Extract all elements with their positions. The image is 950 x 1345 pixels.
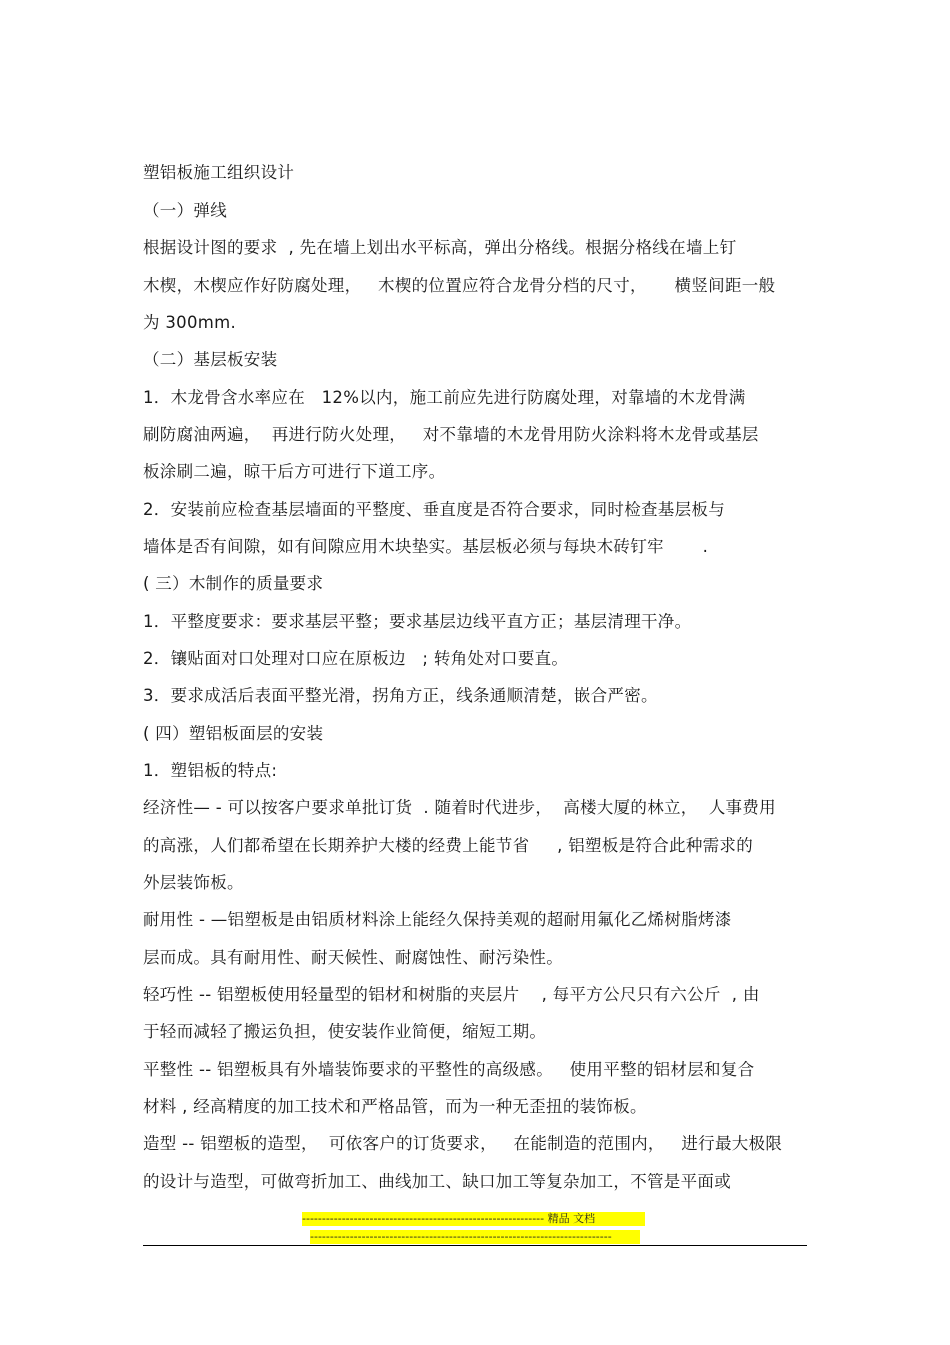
body-line: 板涂刷二遍，晾干后方可进行下道工序。 <box>143 462 446 481</box>
body-line: 的设计与造型，可做弯折加工、曲线加工、缺口加工等复杂加工，不管是平面或 <box>143 1172 731 1191</box>
body-line: 根据设计图的要求 , 先在墙上划出水平标高，弹出分格线。根据分格线在墙上钉 <box>143 238 737 257</box>
body-line: 经济性— - 可以按客户要求单批订货 . 随着时代进步， 高楼大厦的林立， 人事费用 <box>143 798 776 817</box>
body-line: 刷防腐油两遍， 再进行防火处理， 对不靠墙的木龙骨用防火涂料将木龙骨或基层 <box>143 425 759 444</box>
body-line: 3．要求成活后表面平整光滑，拐角方正，线条通顺清楚，嵌合严密。 <box>143 686 658 705</box>
body-line: 1．平整度要求：要求基层平整；要求基层边线平直方正；基层清理干净。 <box>143 612 692 631</box>
body-line: 外层装饰板。 <box>143 873 244 892</box>
footer-rule <box>143 1245 807 1246</box>
body-line: 墙体是否有间隙，如有间隙应用木块垫实。基层板必须与每块木砖钉牢 . <box>143 537 709 556</box>
body-line: 材料 , 经高精度的加工技术和严格品管，而为一种无歪扭的装饰板。 <box>143 1097 647 1116</box>
body-line: 2．镶贴面对口处理对口应在原板边 ; 转角处对口要直。 <box>143 649 569 668</box>
body-line: 2．安装前应检查基层墙面的平整度、垂直度是否符合要求，同时检查基层板与 <box>143 500 725 519</box>
body-line: ( 四）塑铝板面层的安装 <box>143 724 324 743</box>
body-line: 层而成。具有耐用性、耐天候性、耐腐蚀性、耐污染性。 <box>143 948 563 967</box>
body-line: （一）弹线 <box>143 201 227 220</box>
body-line: 1．木龙骨含水率应在 12%以内，施工前应先进行防腐处理，对靠墙的木龙骨满 <box>143 388 746 407</box>
body-line: （二）基层板安装 <box>143 350 278 369</box>
page-title: 塑铝板施工组织设计 <box>143 163 295 182</box>
body-line: ( 三）木制作的质量要求 <box>143 574 324 593</box>
footer-dash-band: ---------------------------------------------------------------------------- <box>310 1230 640 1244</box>
body-line: 木楔，木楔应作好防腐处理， 木楔的位置应符合龙骨分档的尺寸， 横竖间距一般 <box>143 276 776 295</box>
body-line: 1．塑铝板的特点: <box>143 761 278 780</box>
body-line: 造型 -- 铝塑板的造型， 可依客户的订货要求， 在能制造的范围内， 进行最大极限 <box>143 1134 783 1153</box>
body-line: 的高涨，人们都希望在长期养护大楼的经费上能节省 , 铝塑板是符合此种需求的 <box>143 836 754 855</box>
footer-watermark-band: ------------------------------------------------------------- 精品 文档 <box>302 1212 645 1226</box>
body-line: 轻巧性 -- 铝塑板使用轻量型的铝材和树脂的夹层片 , 每平方公尺只有六公斤 , 由 <box>143 985 760 1004</box>
body-line: 为 300mm. <box>143 313 237 332</box>
body-line: 耐用性 - —铝塑板是由铝质材料涂上能经久保持美观的超耐用氟化乙烯树脂烤漆 <box>143 910 732 929</box>
body-line: 平整性 -- 铝塑板具有外墙装饰要求的平整性的高级感。 使用平整的铝材层和复合 <box>143 1060 755 1079</box>
body-line: 于轻而减轻了搬运负担，使安装作业简便，缩短工期。 <box>143 1022 547 1041</box>
